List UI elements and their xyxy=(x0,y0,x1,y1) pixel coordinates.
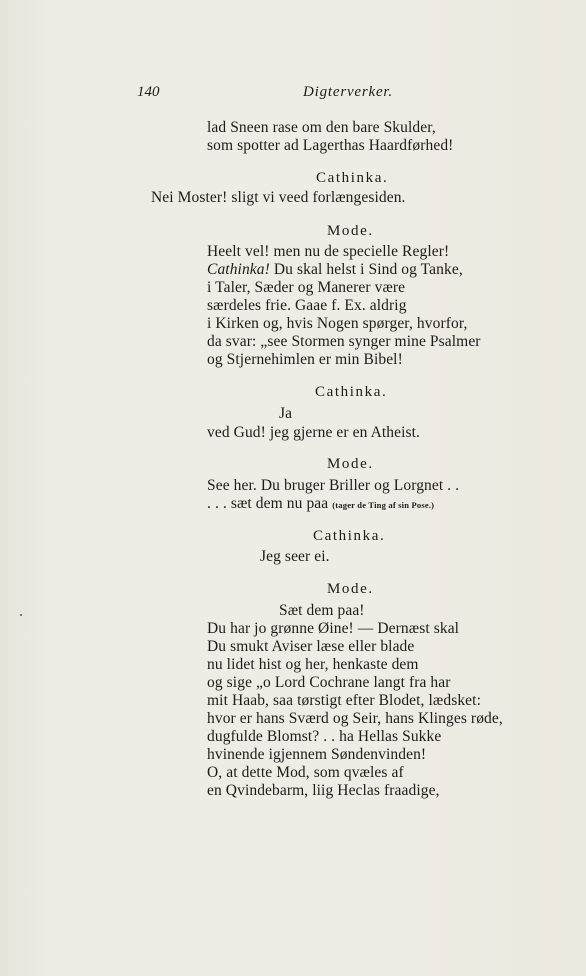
verse-line: i Taler, Sæder og Manerer være xyxy=(207,279,406,296)
verse-line: i Kirken og, hvis Nogen spørger, hvorfor, xyxy=(207,315,468,332)
running-title: Digterverker. xyxy=(303,84,393,100)
speaker-label: Cathinka. xyxy=(315,384,388,400)
addressee-name: Cathinka! xyxy=(207,261,270,278)
verse-line: nu lidet hist og her, henkaste dem xyxy=(207,656,419,673)
page-number: 140 xyxy=(137,84,160,100)
verse-line: og sige „o Lord Cochrane langt fra har xyxy=(207,674,451,691)
verse-line: See her. Du bruger Briller og Lorgnet . . xyxy=(207,477,460,494)
speaker-label: Mode. xyxy=(327,456,374,472)
verse-line: Ja xyxy=(279,405,293,422)
verse-line: særdeles frie. Gaae f. Ex. aldrig xyxy=(207,297,407,314)
verse-line: mit Haab, saa tørstigt efter Blodet, lædsket: xyxy=(207,692,481,709)
margin-speck xyxy=(20,614,22,616)
verse-line: en Qvindebarm, liig Heclas fraadige, xyxy=(207,782,440,799)
verse-line: og Stjernehimlen er min Bibel! xyxy=(207,351,403,368)
verse-line: Heelt vel! men nu de specielle Regler! xyxy=(207,243,450,260)
verse-line: ved Gud! jeg gjerne er en Atheist. xyxy=(207,424,421,441)
verse-line: som spotter ad Lagerthas Haardførhed! xyxy=(207,137,454,154)
speaker-label: Cathinka. xyxy=(316,170,389,186)
verse-line: Du har jo grønne Øine! — Dernæst skal xyxy=(207,620,460,637)
verse-line: hvor er hans Sværd og Seir, hans Klinges røde, xyxy=(207,710,503,727)
speaker-label: Mode. xyxy=(327,581,374,597)
speaker-label: Cathinka. xyxy=(313,528,386,544)
verse-line: O, at dette Mod, som qvæles af xyxy=(207,764,404,781)
verse-line: Jeg seer ei. xyxy=(260,548,330,565)
verse-line: Sæt dem paa! xyxy=(279,602,365,619)
verse-line: Nei Moster! sligt vi veed forlængesiden. xyxy=(151,189,406,206)
verse-line: dugfulde Blomst? . . ha Hellas Sukke xyxy=(207,728,442,745)
speaker-label: Mode. xyxy=(327,223,374,239)
verse-line: Du smukt Aviser læse eller blade xyxy=(207,638,415,655)
verse-line: da svar: „see Stormen synger mine Psalmer xyxy=(207,333,481,350)
verse-line: hvinende igjennem Søndenvinden! xyxy=(207,746,427,763)
verse-line xyxy=(207,261,463,279)
verse-text: Du skal helst i Sind og Tanke, xyxy=(269,261,463,278)
verse-line xyxy=(207,495,434,514)
stage-direction: (tager de Ting af sin Pose.) xyxy=(332,500,435,510)
verse-line: lad Sneen rase om den bare Skulder, xyxy=(207,119,436,136)
verse-text: . . . sæt dem nu paa xyxy=(207,495,329,512)
